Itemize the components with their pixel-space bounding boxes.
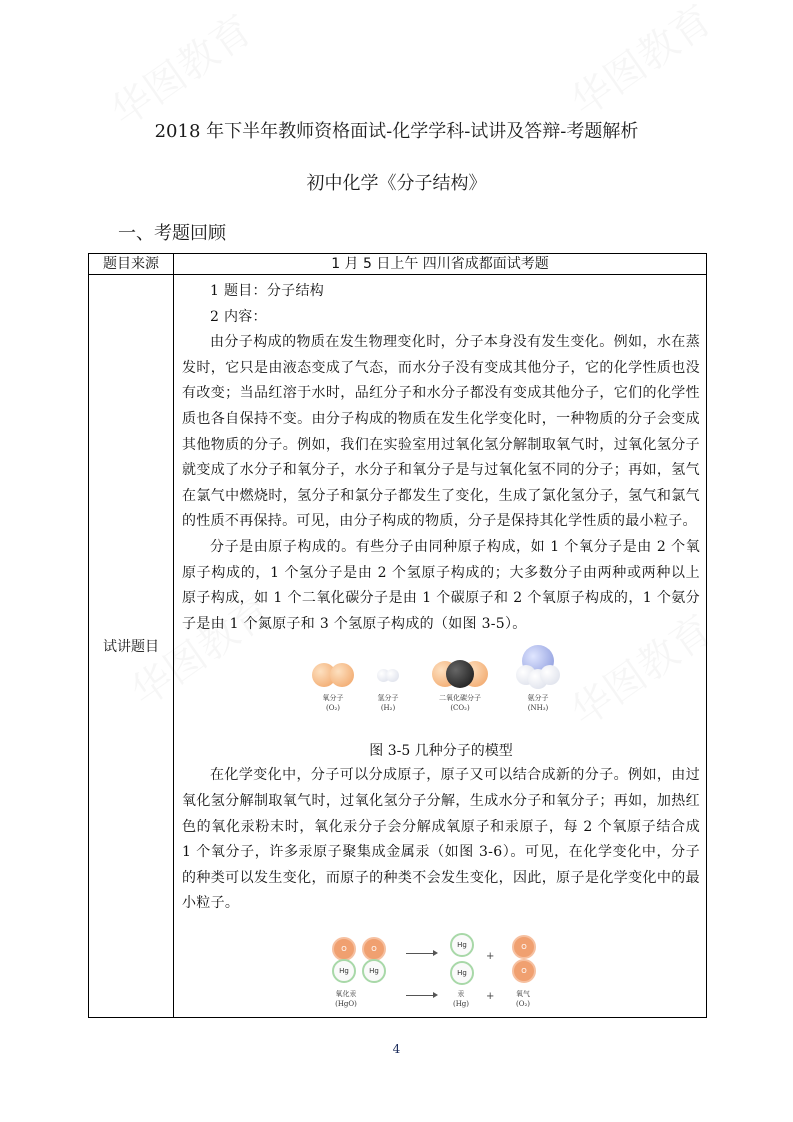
mercury-atom: Hg [332, 959, 356, 983]
paragraph-3: 在化学变化中，分子可以分成原子，原子又可以结合成新的分子。例如，由过氧化氢分解制取氧气时，过氧化氢分子分解，生成水分子和氧分子；再如，加热红色的氧化汞粉末时，氧化汞分子会分解成氧原子和汞原子，每 2 个氧原子结合成 1 个氧分子，许多汞原子聚集成金属汞（如图 3-6）。可见，在化学变化中，分子的种类可以发生变化，而原子的种类不会发生变化，因此，原子是化学变化中的最小粒子。 [182, 767, 700, 912]
product-mercury-label: 汞 (Hg) [452, 989, 470, 1008]
watermark [558, 0, 722, 128]
paragraph-1: 由分子构成的物质在发生物理变化时，分子本身没有发生变化。例如，水在蒸发时，它只是由液态变成了气态，而水分子没有变成其他分子，它的化学性质也没有改变；当品红溶于水时，品红分子和水分子都没有变成其他分子，它们的化学性质也各自保持不变。由分子构成的物质在发生化学变化时，一种物质的分子会变成其他物质的分子。例如，我们在实验室用过氧化氢分解制取氧气时，过氧化氢分子就变成了水分子和氧分子，水分子和氧分子是与过氧化氢不同的分子；再如，氢气在氯气中燃烧时，氢分子和氯分子都发生了变化，生成了氯化氢分子，氢气和氯气的性质不再保持。可见，由分子构成的物质，分子是保持其化学性质的最小粒子。 [182, 334, 700, 530]
document-subtitle: 初中化学《分子结构》 [306, 173, 487, 194]
source-label: 题目来源 [89, 254, 174, 275]
item-content-label: 2 内容： [210, 308, 267, 325]
oxygen-atom [330, 663, 354, 687]
item-title: 1 题目：分子结构 [210, 283, 325, 299]
arrow-icon [406, 953, 436, 954]
reactant-label: 氧化汞 (HgO) [335, 989, 357, 1008]
oxygen-atom: O [332, 937, 356, 961]
page-number: 4 [392, 1042, 401, 1056]
molecule-label-h2: 氢分子 (H₂) [377, 694, 399, 713]
oxygen-atom: O [512, 935, 536, 959]
source-value: 1 月 5 日上午 四川省成都面试考题 [174, 254, 707, 275]
table-header-row [89, 254, 707, 275]
mercury-atom: Hg [362, 959, 386, 983]
paragraph-2: 分子是由原子构成的。有些分子由同种原子构成，如 1 个氧分子是由 2 个氧原子构成的，1 个氢分子是由 2 个氢原子构成的；大多数分子由两种或两种以上原子构成，如 1 个二氧化碳分子是由 1 个碳原子和 2 个氧原子构成的，1 个氨分子是由 1 个氮原子和 3 个氢原子构成的（如图 3-5）。 [182, 538, 700, 632]
hydrogen-atom [540, 665, 560, 685]
molecule-label-co2: 二氧化碳分子 (CO₂) [439, 694, 481, 713]
table-content-row [89, 275, 707, 1018]
figure-hgo-decomposition [182, 931, 700, 1011]
oxygen-atom: O [362, 937, 386, 961]
molecule-label-nh3: 氨分子 (NH₃) [527, 694, 549, 713]
molecule-label-o2: 氧分子 (O₂) [322, 694, 344, 713]
plus-sign: + [486, 950, 495, 962]
mercury-atom: Hg [450, 961, 474, 985]
mercury-atom: Hg [450, 933, 474, 957]
section-heading: 一、考题回顾 [118, 223, 226, 244]
arrow-icon [406, 995, 436, 996]
plus-sign: + [486, 990, 495, 1002]
exam-table [88, 253, 707, 1018]
hydrogen-atom [386, 669, 399, 682]
figure-molecule-models [182, 651, 700, 733]
oxygen-atom: O [512, 959, 536, 983]
document-title: 2018 年下半年教师资格面试-化学学科-试讲及答辩-考题解析 [154, 121, 639, 142]
figure1-caption: 图 3-5 几种分子的模型 [369, 743, 513, 760]
topic-label: 试讲题目 [89, 275, 174, 1018]
topic-content [174, 275, 707, 1018]
product-oxygen-label: 氧气 (O₂) [515, 989, 530, 1008]
